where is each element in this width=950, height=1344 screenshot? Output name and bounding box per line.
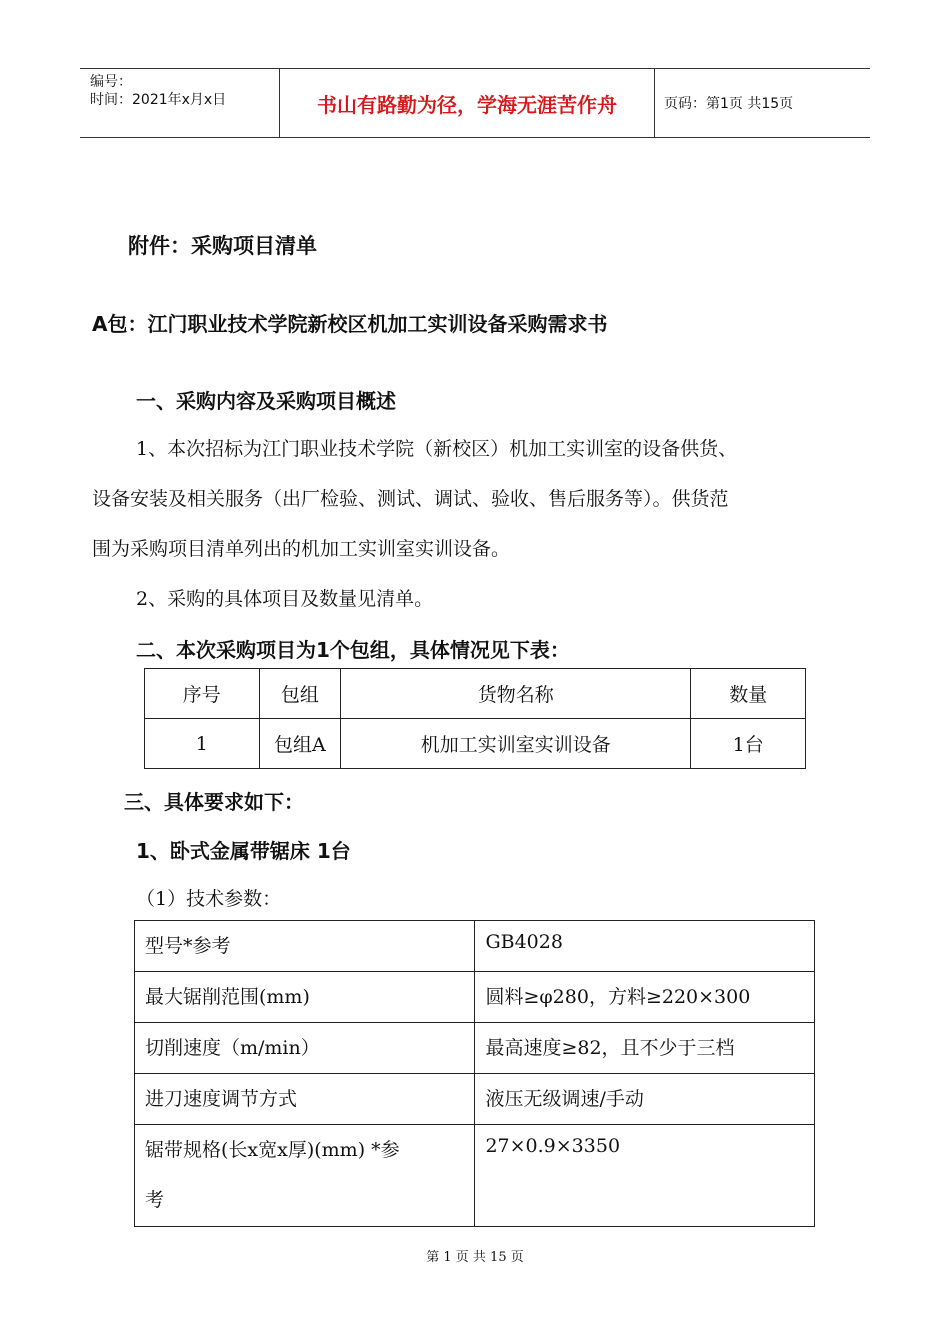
para1-line1: 1、本次招标为江门职业技术学院（新校区）机加工实训室的设备供货、 <box>136 438 738 460</box>
header-page-info: 页码：第1页 共15页 <box>664 96 794 112</box>
param-value: 27×0.9×3350 <box>475 1125 815 1227</box>
section3-title: 三、具体要求如下： <box>124 790 304 814</box>
header-motto: 书山有路勤为径，学海无涯苦作舟 <box>280 69 655 137</box>
para1-line3: 围为采购项目清单列出的机加工实训室实训设备。 <box>92 538 511 560</box>
param-value: GB4028 <box>475 921 815 972</box>
table-header-cell: 包组 <box>259 669 341 719</box>
table-row <box>135 921 815 972</box>
table-header-row <box>145 669 806 719</box>
para2: 2、采购的具体项目及数量见清单。 <box>136 588 434 610</box>
header-meta <box>80 69 280 137</box>
table-row <box>135 1074 815 1125</box>
table-header-cell: 数量 <box>691 669 806 719</box>
para1-line2: 设备安装及相关服务（出厂检验、测试、调试、验收、售后服务等）。供货范 <box>92 488 729 510</box>
tech-params-label: （1）技术参数： <box>136 888 282 910</box>
table-cell: 1台 <box>691 719 806 769</box>
param-name: 最大锯削范围(mm) <box>135 972 475 1023</box>
section2-title: 二、本次采购项目为1个包组，具体情况见下表： <box>136 638 570 662</box>
param-name: 进刀速度调节方式 <box>135 1074 475 1125</box>
table-header-cell: 序号 <box>145 669 260 719</box>
table-cell: 机加工实训室实训设备 <box>341 719 691 769</box>
param-value: 液压无级调速/手动 <box>475 1074 815 1125</box>
page-header <box>80 68 870 138</box>
table-row <box>135 1125 815 1227</box>
param-name <box>135 1125 475 1227</box>
table-header-cell: 货物名称 <box>341 669 691 719</box>
table-row <box>135 972 815 1023</box>
param-name-line1: 锯带规格(长x宽x厚)(mm) *参 <box>145 1139 400 1161</box>
package-title: A包：江门职业技术学院新校区机加工实训设备采购需求书 <box>92 312 608 336</box>
section1-title: 一、采购内容及采购项目概述 <box>136 389 396 413</box>
param-value: 最高速度≥82，且不少于三档 <box>475 1023 815 1074</box>
attachment-title: 附件：采购项目清单 <box>128 234 317 258</box>
date-label: 时间：2021年x月x日 <box>90 92 227 108</box>
number-label: 编号： <box>90 74 132 90</box>
table-cell: 包组A <box>259 719 341 769</box>
package-table <box>144 668 806 769</box>
page-footer: 第 1 页 共 15 页 <box>426 1250 524 1265</box>
params-table <box>134 920 815 1227</box>
item1-title: 1、卧式金属带锯床 1台 <box>136 839 351 863</box>
param-name: 型号*参考 <box>135 921 475 972</box>
table-row <box>145 719 806 769</box>
param-name: 切削速度（m/min） <box>135 1023 475 1074</box>
param-name-line2: 考 <box>145 1189 165 1211</box>
param-value: 圆料≥φ280，方料≥220×300 <box>475 972 815 1023</box>
table-row <box>135 1023 815 1074</box>
table-cell: 1 <box>145 719 260 769</box>
